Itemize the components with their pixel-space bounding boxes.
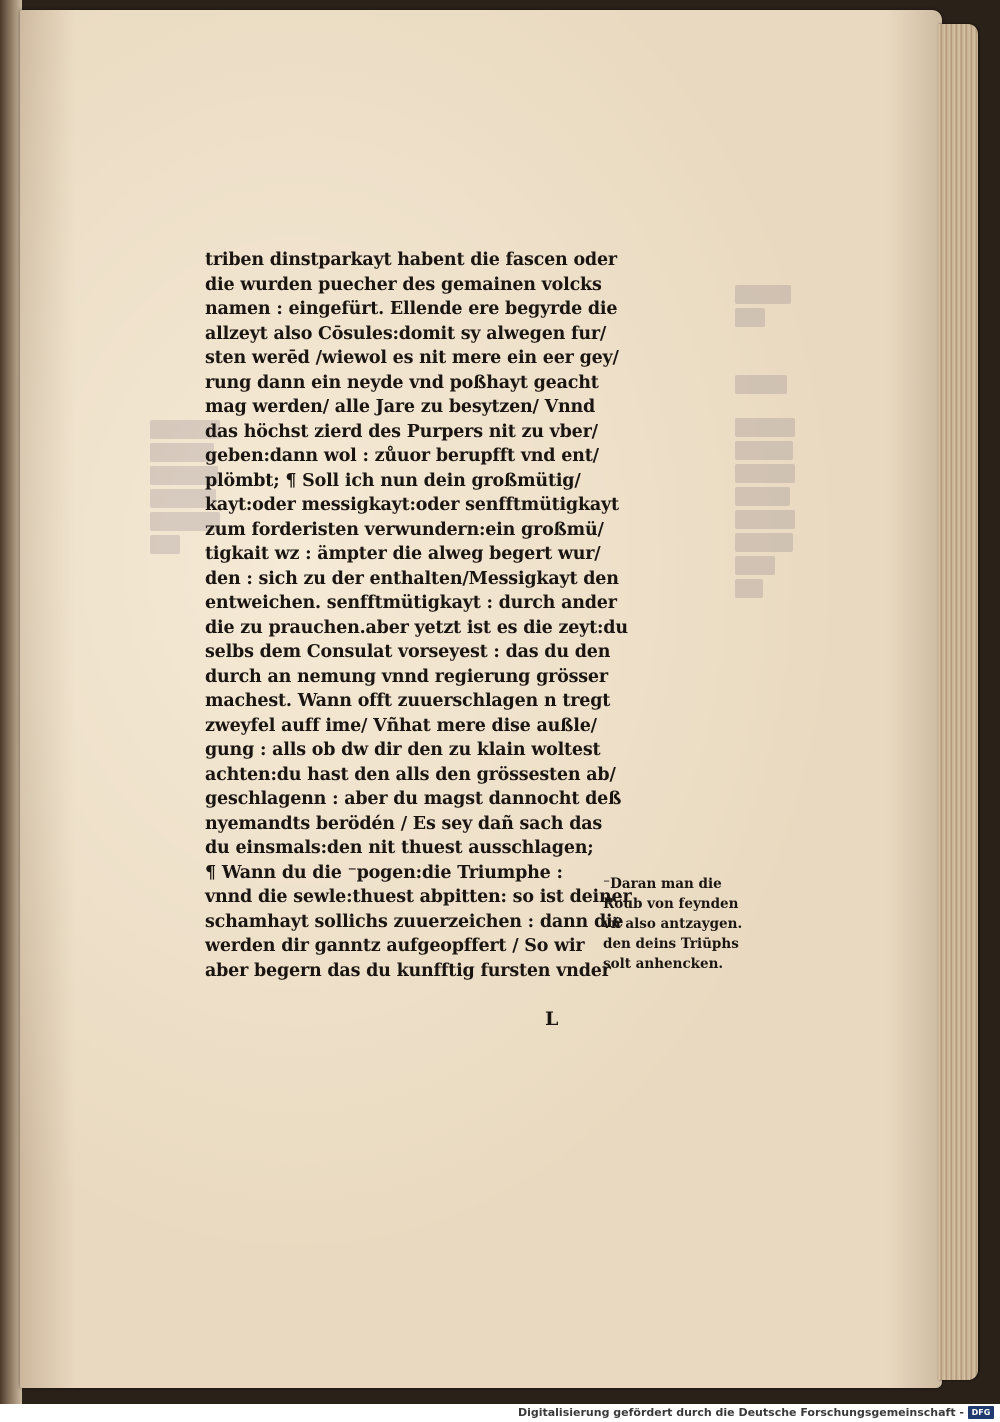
marginal-line: ⁻Daran man die [603,876,722,892]
text-line: namen : eingefürt. Ellende ere begyrde die [205,299,618,319]
facing-page-edge [0,0,22,1404]
text-line: aber begern das du kunfftig fursten vnder [205,960,611,981]
text-line: triben dinstparkayt habent die fascen oder [205,250,617,270]
marginal-line: vñ also antzaygen. [603,916,743,932]
text-line: allzeyt also Cōsules:domit sy alwegen fur/ [205,323,607,344]
text-line: durch an nemung vnnd regierung grösser [205,666,608,687]
marginal-line: Roub von feynden [603,896,739,912]
text-line: mag werden/ alle Jare zu besytzen/ Vnnd [205,397,596,417]
page-fore-edges [938,24,978,1380]
digitization-footer [0,1404,1000,1422]
text-line: die zu prauchen.aber yetzt ist es die zeyt:du [205,617,628,638]
text-line: entweichen. senfftmütigkayt : durch ander [205,593,617,613]
text-line: ¶ Wann du die ⁻pogen:die Triumphe : [205,862,563,883]
show-through-text-right [735,285,795,602]
footer-credit: Digitalisierung gefördert durch die Deutsche Forschungsgemeinschaft - [517,1406,964,1419]
text-line: geben:dann wol : zůuor berupfft vnd ent/ [205,446,599,466]
text-line: geschlagenn : aber du magst dannocht deß [205,789,622,809]
text-line: zweyfel auff ime/ Vñhat mere dise außle/ [205,715,597,736]
text-line: du einsmals:den nit thuest ausschlagen; [205,838,594,858]
signature-mark: L [545,1008,559,1030]
marginal-line: solt anhencken. [603,956,724,972]
main-text-block [205,248,632,983]
text-line: rung dann ein neyde vnd poßhayt geacht [205,372,599,393]
text-line: schamhayt sollichs zuuerzeichen : dann die [205,911,624,932]
text-line: gung : alls ob dw dir den zu klain woltest [205,740,601,760]
text-line: sten werēd /wiewol es nit mere ein eer gey/ [205,348,619,368]
text-line: selbs dem Consulat vorseyest : das du den [205,642,611,662]
text-line: die wurden puecher des gemainen volcks [205,274,602,295]
text-line: zum forderisten verwundern:ein großmü/ [205,519,604,540]
text-line: vnnd die sewle:thuest abpitten: so ist deiner [205,887,632,907]
marginal-note [603,874,763,974]
dfg-logo: DFG [968,1406,994,1419]
text-line: plömbt; ¶ Soll ich nun dein großmütig/ [205,470,581,491]
text-line: tigkait wz : ämpter die alweg begert wur/ [205,544,601,564]
text-line: machest. Wann offt zuuerschlagen n tregt [205,691,611,711]
text-line: achten:du hast den alls den grössesten ab/ [205,764,616,785]
text-line: das höchst zierd des Purpers nit zu vber/ [205,421,598,442]
marginal-line: den deins Triūphs [603,936,739,952]
text-line: werden dir ganntz aufgeopffert / So wir [205,936,585,956]
text-line: kayt:oder messigkayt:oder senfftmütigkayt [205,495,619,515]
text-line: nyemandts berödén / Es sey dañ sach das [205,813,603,834]
text-line: den : sich zu der enthalten/Messigkayt den [205,568,619,589]
